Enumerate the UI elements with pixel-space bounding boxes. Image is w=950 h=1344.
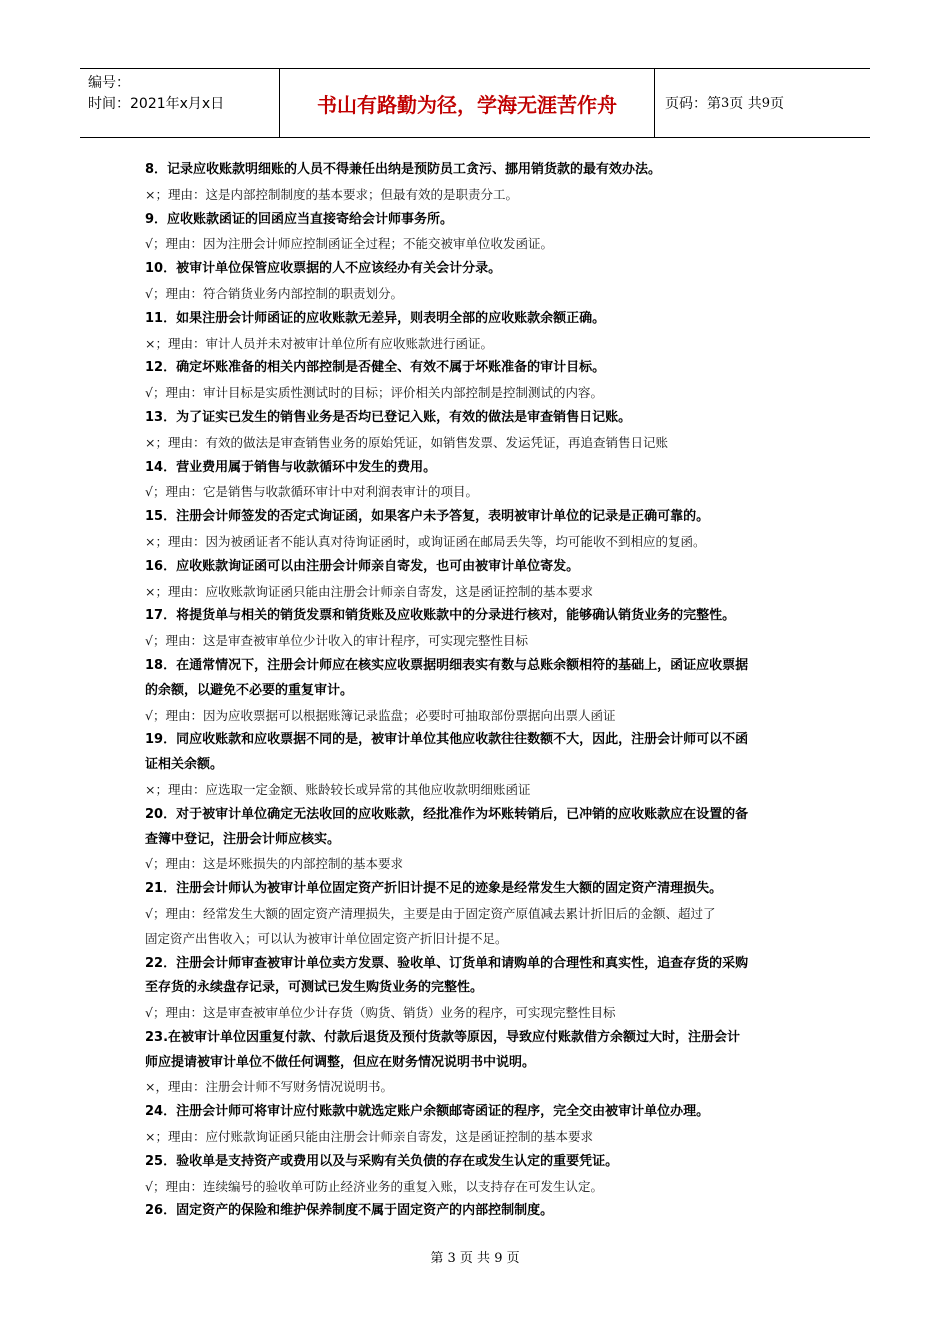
question-line: 15．注册会计师签发的否定式询证函，如果客户未予答复，表明被审计单位的记录是正确可靠的。 bbox=[145, 509, 710, 525]
page-prefix: 页码：第 bbox=[665, 96, 721, 112]
question-line: 至存货的永续盘存记录，可测试已发生购货业务的完整性。 bbox=[145, 980, 484, 996]
document-time-label: 时间：2021年x月x日 bbox=[88, 96, 225, 112]
answer-line: ×；理由：应付账款询证函只能由注册会计师亲自寄发，这是函证控制的基本要求 bbox=[145, 1129, 593, 1145]
answer-line: √；理由：经常发生大额的固定资产清理损失，主要是由于固定资产原值减去累计折旧后的金额、超过了 bbox=[145, 905, 716, 921]
question-line: 查簿中登记，注册会计师应核实。 bbox=[145, 831, 341, 847]
question-line: 9．应收账款函证的回函应当直接寄给会计师事务所。 bbox=[145, 211, 454, 227]
answer-line: ×；理由：审计人员并未对被审计单位所有应收账款进行函证。 bbox=[145, 335, 493, 351]
answer-line: ×；理由：应选取一定金额、账龄较长或异常的其他应收款明细账函证 bbox=[145, 781, 531, 797]
question-line: 23.在被审计单位因重复付款、付款后退货及预付货款等原因，导致应付账款借方余额过大时，注册会计 bbox=[145, 1029, 741, 1045]
document-body bbox=[145, 158, 810, 1224]
question-line: 18．在通常情况下，注册会计师应在核实应收票据明细表实有数与总账余额相符的基础上，函证应收票据 bbox=[145, 657, 749, 673]
question-line: 22．注册会计师审查被审计单位卖方发票、验收单、订货单和请购单的合理性和真实性，追查存货的采购 bbox=[145, 955, 749, 971]
answer-line: √；理由：这是审查被审单位少计存货（购货、销货）业务的程序，可实现完整性目标 bbox=[145, 1005, 616, 1021]
header-motto: 书山有路勤为径，学海无涯苦作舟 bbox=[280, 69, 655, 137]
question-line: 13．为了证实已发生的销售业务是否均已登记入账，有效的做法是审查销售日记账。 bbox=[145, 409, 632, 425]
answer-line: √；理由：因为应收票据可以根据账簿记录监盘；必要时可抽取部份票据向出票人函证 bbox=[145, 707, 616, 723]
answer-line: √；理由：这是审查被审单位少计收入的审计程序，可实现完整性目标 bbox=[145, 633, 528, 649]
page-footer: 第 3 页 共 9 页 bbox=[430, 1251, 520, 1266]
header-page-number bbox=[655, 69, 870, 137]
page-header bbox=[80, 68, 870, 138]
answer-line: ×；理由：这是内部控制制度的基本要求；但最有效的是职责分工。 bbox=[145, 186, 518, 202]
answer-line: 固定资产出售收入；可以认为被审计单位固定资产折旧计提不足。 bbox=[145, 930, 508, 946]
question-line: 8．记录应收账款明细账的人员不得兼任出纳是预防员工贪污、挪用销货款的最有效办法。 bbox=[145, 162, 662, 177]
page-current: 3 bbox=[721, 95, 730, 111]
question-line: 16．应收账款询证函可以由注册会计师亲自寄发，也可由被审计单位寄发。 bbox=[145, 558, 580, 574]
question-line: 的余额，以避免不必要的重复审计。 bbox=[145, 682, 354, 698]
answer-line: √；理由：符合销货业务内部控制的职责划分。 bbox=[145, 285, 403, 301]
answer-line: √；理由：连续编号的验收单可防止经济业务的重复入账，以支持存在可发生认定。 bbox=[145, 1178, 603, 1194]
question-line: 19．同应收账款和应收票据不同的是，被审计单位其他应收款往往数额不大，因此，注册会计师可以不函 bbox=[145, 732, 749, 748]
answer-line: ×；理由：应收账款询证函只能由注册会计师亲自寄发，这是函证控制的基本要求 bbox=[145, 583, 593, 599]
question-line: 14．营业费用属于销售与收款循环中发生的费用。 bbox=[145, 459, 437, 475]
answer-line: ×；理由：因为被函证者不能认真对待询证函时，或询证函在邮局丢失等，均可能收不到相应的复函。 bbox=[145, 533, 706, 549]
answer-line: √；理由：审计目标是实质性测试时的目标；评价相关内部控制是控制测试的内容。 bbox=[145, 385, 603, 401]
answer-line: √；理由：它是销售与收款循环审计中对利润表审计的项目。 bbox=[145, 484, 478, 500]
page-suffix: 页 bbox=[770, 96, 785, 112]
question-line: 证相关余额。 bbox=[145, 757, 224, 773]
document-number-label: 编号： bbox=[88, 75, 130, 91]
question-line: 12．确定坏账准备的相关内部控制是否健全、有效不属于坏账准备的审计目标。 bbox=[145, 360, 606, 376]
question-line: 17．将提货单与相关的销货发票和销货账及应收账款中的分录进行核对，能够确认销货业务的完整性。 bbox=[145, 608, 736, 624]
question-line: 21．注册会计师认为被审计单位固定资产折旧计提不足的迹象是经常发生大额的固定资产清理损失。 bbox=[145, 881, 723, 897]
question-line: 11．如果注册会计师函证的应收账款无差异，则表明全部的应收账款余额正确。 bbox=[145, 310, 606, 326]
page-middle: 页 共 bbox=[729, 96, 762, 112]
question-line: 26．固定资产的保险和维护保养制度不属于固定资产的内部控制制度。 bbox=[145, 1203, 554, 1219]
question-line: 25．验收单是支持资产或费用以及与采购有关负债的存在或发生认定的重要凭证。 bbox=[145, 1153, 619, 1169]
question-line: 24．注册会计师可将审计应付账款中就选定账户余额邮寄函证的程序，完全交由被审计单位办理。 bbox=[145, 1104, 710, 1120]
header-meta bbox=[80, 69, 280, 137]
page-total: 9 bbox=[761, 95, 771, 111]
answer-line: √；理由：这是坏账损失的内部控制的基本要求 bbox=[145, 856, 403, 872]
question-line: 10．被审计单位保管应收票据的人不应该经办有关会计分录。 bbox=[145, 261, 502, 277]
answer-line: √；理由：因为注册会计师应控制函证全过程；不能交被审单位收发函证。 bbox=[145, 236, 553, 252]
answer-line: ×，理由：注册会计师不写财务情况说明书。 bbox=[145, 1079, 393, 1095]
question-line: 20．对于被审计单位确定无法收回的应收账款，经批准作为坏账转销后，已冲销的应收账款应在设置的备 bbox=[145, 806, 749, 822]
answer-line: ×；理由：有效的做法是审查销售业务的原始凭证，如销售发票、发运凭证，再追查销售日记账 bbox=[145, 434, 668, 450]
question-line: 师应提请被审计单位不做任何调整，但应在财务情况说明书中说明。 bbox=[145, 1054, 536, 1070]
